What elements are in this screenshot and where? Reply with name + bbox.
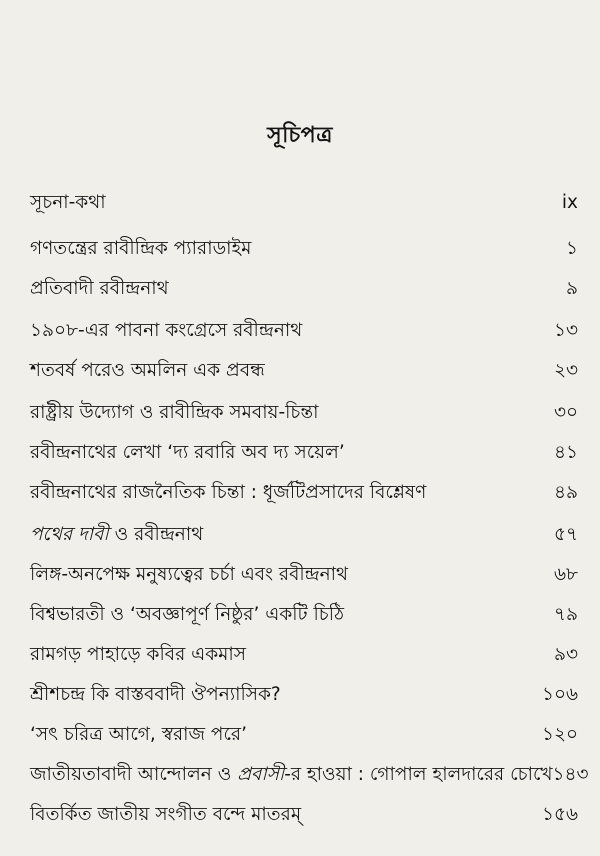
toc-entry-title-italic: প্রবাসী [237,764,285,785]
toc-entry-title: লিঙ্গ-অনপেক্ষ মনুষ্যত্বের চর্চা এবং রবীন্দ্রনাথ [30,564,349,585]
toc-entry-page: ১৫৬ [541,804,578,825]
toc-entry [30,438,578,469]
toc-entry-title: গণতন্ত্রের রাবীন্দ্রিক প্যারাডাইম [30,238,252,259]
toc-entry-page: ১৩ [553,320,578,341]
toc-entry-page: ৯ [565,278,578,299]
toc-entry-page: ৬৮ [553,564,578,585]
toc-entry-title: শতবর্ষ পরেও অমলিন এক প্রবন্ধ [30,360,265,381]
toc-entry-page: ৭৯ [553,604,578,625]
toc-entry-title: রাষ্ট্রীয় উদ্যোগ ও রাবীন্দ্রিক সমবায়-চিন্তা [30,402,319,423]
toc-entry-title: বিতর্কিত জাতীয় সংগীত বন্দে মাতরম্ [30,804,302,825]
toc-entry-title: সূচনা-কথা [30,192,106,213]
toc-entry-title: রামগড় পাহাড়ে কবির একমাস [30,644,247,665]
toc-entry-page: ৯৩ [553,644,578,665]
toc-entry-page: ২৩ [553,360,578,381]
toc-entry-page: ১ [565,238,578,259]
toc-entry [30,398,578,429]
toc-entry-page: ১০৬ [541,684,578,705]
toc-entry-page: ১৪৩ [552,764,589,785]
toc-entry-page: ৪৯ [553,482,578,503]
toc-entry-title-italic: পথের দাবী [30,524,109,545]
toc-entry-title-rest: ও রবীন্দ্রনাথ [108,524,204,545]
toc-entry [30,680,578,711]
toc-entry-title: রবীন্দ্রনাথের লেখা ‘দ্য রবারি অব দ্য সয়েল’ [30,442,345,463]
toc-entry [30,188,578,219]
toc-entry-page: ix [561,192,578,213]
toc-entry [30,720,578,751]
toc-entry [30,520,578,551]
toc-entry-page: ৩০ [553,402,578,423]
toc-entry [30,356,578,387]
toc-entry-title: শ্রীশচন্দ্র কি বাস্তববাদী ঔপন্যাসিক? [30,684,281,705]
page-title: সূচিপত্র [267,123,333,148]
toc-entry [30,478,578,509]
toc-entry [30,234,578,265]
toc-entry [30,760,589,791]
toc-entry-page: ৫৭ [553,524,578,545]
toc-entry-title: ১৯০৮-এর পাবনা কংগ্রেসে রবীন্দ্রনাথ [30,320,303,341]
toc-entry [30,316,578,347]
toc-entry [30,274,578,305]
toc-entry-title-rest: -র হাওয়া : গোপাল হালদারের চোখে [284,764,553,785]
toc-entry-title-pre: জাতীয়তাবাদী আন্দোলন ও [30,764,238,785]
toc-entry [30,560,578,591]
toc-entry-title [30,760,553,791]
toc-entry-page: ৪১ [553,442,578,463]
toc-entry-title [30,520,203,551]
toc-entry [30,600,578,631]
toc-entry-title: ‘সৎ চরিত্র আগে, স্বরাজ পরে’ [30,724,247,745]
toc-entry [30,640,578,671]
toc-list [30,0,589,856]
toc-entry-title: রবীন্দ্রনাথের রাজনৈতিক চিন্তা : ধূর্জটিপ্রসাদের বিশ্লেষণ [30,482,427,503]
toc-entry-title: বিশ্বভারতী ও ‘অবজ্ঞাপূর্ণ নিষ্ঠুর’ একটি চিঠি [30,604,344,625]
toc-entry-title: প্রতিবাদী রবীন্দ্রনাথ [30,278,169,299]
toc-entry [30,800,578,831]
toc-entry-page: ১২০ [541,724,578,745]
